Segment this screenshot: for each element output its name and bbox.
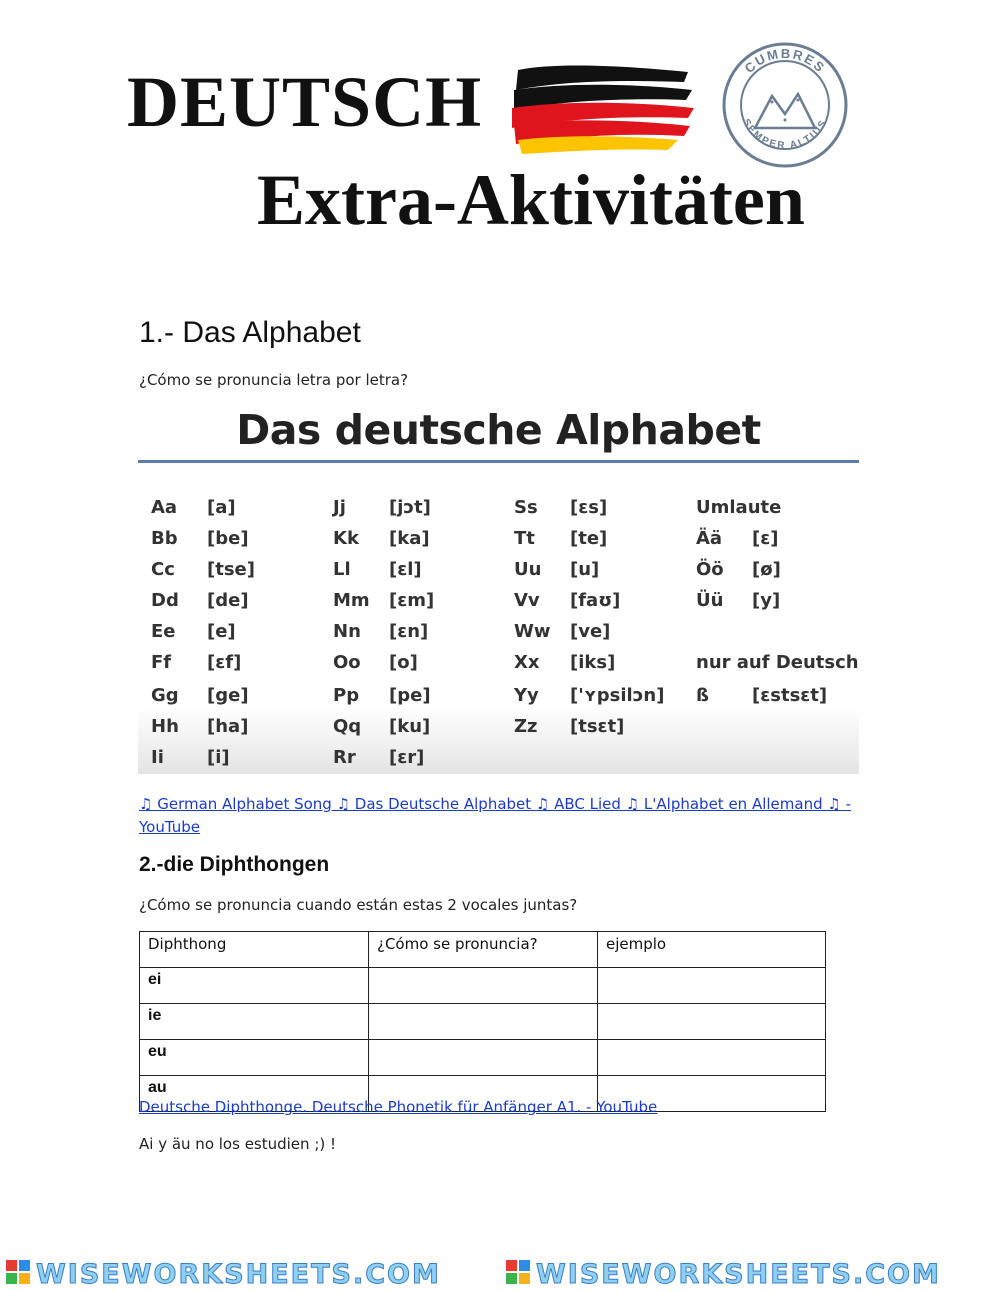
alphabet-letter: Oo [333,652,361,673]
example-cell[interactable] [598,968,826,1004]
umlaute-heading: Umlaute [696,497,782,518]
section1-heading: 1.- Das Alphabet [139,316,361,349]
wiseworksheets-watermark [0,1254,1000,1291]
alphabet-letter: Dd [151,590,179,611]
alphabet-pronunciation: ['ʏpsilɔn] [570,685,665,706]
ws-logo-icon [506,1260,530,1284]
alphabet-letter: Kk [333,528,359,549]
alphabet-letter: Ll [333,559,351,580]
watermark-text-2: WISEWORKSHEETS.COM [536,1259,941,1290]
table-row [140,1040,826,1076]
alphabet-letter: Hh [151,716,179,737]
umlaut-letter: Öö [696,559,724,580]
alphabet-letter: Rr [333,747,356,768]
section2-question: ¿Cómo se pronuncia cuando están estas 2 vocales juntas? [139,896,578,914]
header-diphthong: Diphthong [140,932,369,968]
umlaut-pronunciation: [y] [752,590,781,611]
watermark-text-1: WISEWORKSHEETS.COM [36,1259,441,1290]
alphabet-pronunciation: [ɛm] [389,590,435,611]
ws-logo-icon [6,1260,30,1284]
alphabet-letter: Ss [514,497,538,518]
alphabet-chart [138,402,859,774]
diphthong-label: au [140,1076,369,1112]
alphabet-letter: Uu [514,559,542,580]
alphabet-letter: Ww [514,621,551,642]
eszett-letter: ß [696,685,709,706]
alphabet-chart-title: Das deutsche Alphabet [236,406,761,454]
section2-note: Ai y äu no los estudien ;) ! [139,1135,336,1153]
alphabet-pronunciation: [pe] [389,685,431,706]
alphabet-pronunciation: [i] [207,747,230,768]
alphabet-letter: Pp [333,685,360,706]
umlaut-pronunciation: [ɛ] [752,528,779,549]
alphabet-letter: Jj [333,497,346,518]
alphabet-letter: Vv [514,590,540,611]
german-flag-brush-icon [508,60,698,156]
alphabet-letter: Aa [151,497,178,518]
diphthong-label: ei [140,968,369,1004]
alphabet-letter: Ii [151,747,164,768]
alphabet-pronunciation: [ɛf] [207,652,242,673]
alphabet-letter: Mm [333,590,370,611]
alphabet-chart-rule [138,460,859,463]
alphabet-pronunciation: [ka] [389,528,430,549]
title-deutsch: DEUTSCH [127,62,483,142]
umlaut-letter: Üü [696,590,724,611]
alphabet-letter: Gg [151,685,179,706]
alphabet-pronunciation: [be] [207,528,249,549]
header-example: ejemplo [598,932,826,968]
alphabet-pronunciation: [e] [207,621,236,642]
alphabet-pronunciation: [jɔt] [389,497,431,518]
table-header-row [140,932,826,968]
table-row [140,968,826,1004]
pronunciation-cell[interactable] [369,968,598,1004]
only-german-heading: nur auf Deutsch [696,652,859,673]
alphabet-song-link[interactable]: ♫ German Alphabet Song ♫ Das Deutsche Alphabet ♫ ABC Lied ♫ L'Alphabet en Allemand ♫ - YouTube [139,795,852,836]
alphabet-pronunciation: [ɛs] [570,497,608,518]
alphabet-pronunciation: [ɛl] [389,559,422,580]
alphabet-letter: Ee [151,621,176,642]
logo-top-text: CUMBRES [741,45,829,76]
pronunciation-cell[interactable] [369,1004,598,1040]
alphabet-letter: Zz [514,716,538,737]
example-cell[interactable] [598,1004,826,1040]
svg-text:CUMBRES [741,46,828,76]
alphabet-letter: Tt [514,528,535,549]
alphabet-letter: Nn [333,621,361,642]
alphabet-pronunciation: [a] [207,497,236,518]
alphabet-pronunciation: [iks] [570,652,616,673]
alphabet-letter: Qq [333,716,362,737]
header-pronunciation: ¿Cómo se pronuncia? [369,932,598,968]
diphthong-label: eu [140,1040,369,1076]
alphabet-pronunciation: [faʊ] [570,590,621,611]
alphabet-pronunciation: [u] [570,559,600,580]
eszett-pronunciation: [ɛstsɛt] [752,685,828,706]
diphthong-table [139,931,826,1112]
section1-question: ¿Cómo se pronuncia letra por letra? [139,371,409,389]
alphabet-pronunciation: [ɛn] [389,621,429,642]
pronunciation-cell[interactable] [369,1040,598,1076]
alphabet-pronunciation: [tse] [207,559,255,580]
alphabet-pronunciation: [te] [570,528,608,549]
title-extra-aktivitaeten: Extra-Aktivitäten [257,160,805,240]
alphabet-pronunciation: [o] [389,652,418,673]
alphabet-pronunciation: [tsɛt] [570,716,625,737]
alphabet-letter: Bb [151,528,178,549]
alphabet-pronunciation: [de] [207,590,249,611]
example-cell[interactable] [598,1040,826,1076]
alphabet-letter: Xx [514,652,540,673]
alphabet-letter: Yy [514,685,539,706]
logo-bottom-text: SEMPER ALTIUS [740,117,830,152]
table-row [140,1004,826,1040]
diphthong-video-link[interactable]: Deutsche Diphthonge. Deutsche Phonetik für Anfänger A1. - YouTube [139,1098,658,1116]
svg-text:SEMPER ALTIUS [740,117,830,151]
alphabet-pronunciation: [ku] [389,716,431,737]
umlaut-letter: Ää [696,528,723,549]
alphabet-pronunciation: [ha] [207,716,249,737]
alphabet-pronunciation: [ve] [570,621,611,642]
cumbres-logo [720,40,850,170]
diphthong-label: ie [140,1004,369,1040]
alphabet-pronunciation: [ge] [207,685,249,706]
section2-heading: 2.-die Diphthongen [139,853,330,876]
alphabet-letter: Cc [151,559,175,580]
alphabet-letter: Ff [151,652,172,673]
umlaut-pronunciation: [ø] [752,559,781,580]
alphabet-pronunciation: [ɛr] [389,747,425,768]
